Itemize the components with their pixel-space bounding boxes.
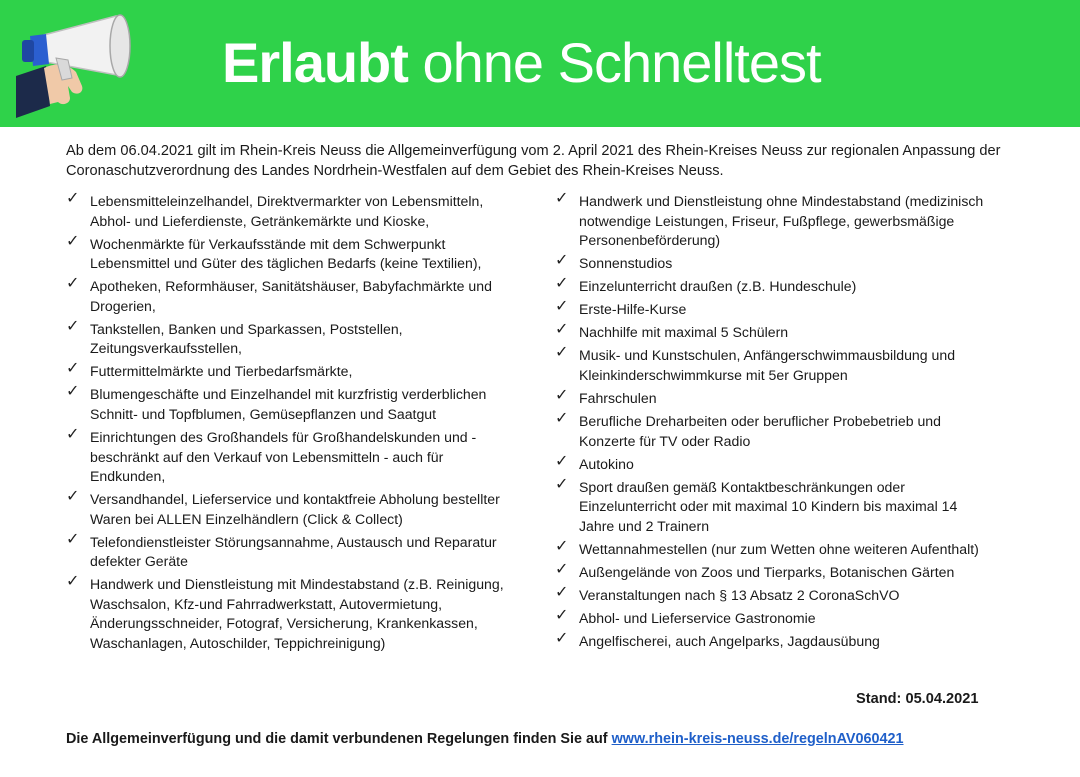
- right-item-list: [555, 188, 995, 655]
- list-item: [555, 559, 995, 583]
- list-item-text: Blumengeschäfte und Einzelhandel mit kurzfristig verderblichen Schnitt- und Topfblumen, Gemüsepflanzen und Saatgut: [90, 386, 487, 422]
- list-item: [555, 385, 995, 409]
- checkmark-icon: ✓: [555, 582, 569, 602]
- list-item: [66, 273, 516, 316]
- checkmark-icon: ✓: [555, 385, 569, 405]
- checkmark-icon: ✓: [555, 273, 569, 293]
- checkmark-icon: ✓: [555, 408, 569, 428]
- title-bold: Erlaubt: [222, 31, 408, 94]
- checkmark-icon: ✓: [66, 528, 80, 548]
- list-item: [555, 473, 995, 537]
- list-item-text: Handwerk und Dienstleistung ohne Mindestabstand (medizinisch notwendige Leistungen, Friseur, Fußpflege, gewerbsmäßige Personenbeförderung): [579, 193, 984, 248]
- checkmark-icon: ✓: [555, 535, 569, 555]
- list-item: [555, 342, 995, 385]
- checkmark-icon: ✓: [66, 424, 80, 444]
- list-item-text: Einzelunterricht draußen (z.B. Hundeschule): [579, 278, 857, 295]
- list-item-text: Einrichtungen des Großhandels für Großhandelskunden und - beschränkt auf den Verkauf von Lebensmitteln - auch für Endkunden,: [90, 429, 477, 485]
- list-item: [555, 605, 995, 629]
- list-item-text: Berufliche Dreharbeiten oder beruflicher Probebetrieb und Konzerte für TV oder Radio: [579, 413, 941, 449]
- list-item: [555, 628, 995, 652]
- list-item: [66, 358, 516, 382]
- list-item: [66, 571, 516, 653]
- list-item-text: Sport draußen gemäß Kontaktbeschränkungen oder Einzelunterricht oder mit maximal 10 Kindern bis maximal 14 Jahre und 2 Trainern: [579, 478, 958, 534]
- list-item-text: Sonnenstudios: [579, 255, 673, 272]
- list-item-text: Nachhilfe mit maximal 5 Schülern: [579, 324, 789, 341]
- title-rest: ohne Schnelltest: [422, 31, 821, 94]
- list-item-text: Lebensmitteleinzelhandel, Direktvermarkter von Lebensmitteln, Abhol- und Lieferdienste, Getränkemärkte und Kioske,: [90, 193, 484, 229]
- checkmark-icon: ✓: [555, 188, 569, 207]
- header-banner: [0, 0, 1080, 127]
- left-item-list: [66, 188, 516, 657]
- list-item-text: Wettannahmestellen (nur zum Wetten ohne weiteren Aufenthalt): [579, 540, 979, 557]
- page-title: [222, 30, 821, 96]
- list-item-text: Abhol- und Lieferservice Gastronomie: [579, 610, 816, 627]
- list-item: [66, 486, 516, 529]
- list-item-text: Veranstaltungen nach § 13 Absatz 2 CoronaSchVO: [579, 587, 900, 604]
- checkmark-icon: ✓: [66, 188, 80, 207]
- checkmark-icon: ✓: [555, 342, 569, 362]
- list-item: [555, 296, 995, 320]
- list-item: [555, 188, 995, 251]
- checkmark-icon: ✓: [555, 319, 569, 339]
- list-item: [555, 250, 995, 274]
- checkmark-icon: ✓: [555, 473, 569, 493]
- list-item: [555, 319, 995, 343]
- footer-note: [66, 731, 904, 747]
- list-item: [555, 582, 995, 606]
- list-item: [66, 230, 516, 274]
- list-item-text: Erste-Hilfe-Kurse: [579, 301, 687, 318]
- stand-date: Stand: 05.04.2021: [856, 691, 979, 707]
- checkmark-icon: ✓: [66, 381, 80, 401]
- list-item-text: Telefondienstleister Störungsannahme, Austausch und Reparatur defekter Geräte: [90, 533, 497, 570]
- checkmark-icon: ✓: [66, 358, 80, 378]
- list-item: [66, 188, 516, 231]
- list-item-text: Angelfischerei, auch Angelparks, Jagdausübung: [579, 633, 880, 650]
- checkmark-icon: ✓: [66, 273, 80, 293]
- footer-link[interactable]: www.rhein-kreis-neuss.de/regelnAV060421: [611, 731, 904, 747]
- list-item-text: Versandhandel, Lieferservice und kontaktfreie Abholung bestellter Waren bei ALLEN Einzelhändlern (Click & Collect): [90, 491, 500, 527]
- list-item: [66, 424, 516, 487]
- footer-text: Die Allgemeinverfügung und die damit verbundenen Regelungen finden Sie auf: [66, 731, 612, 747]
- list-item: [555, 273, 995, 297]
- checkmark-icon: ✓: [555, 605, 569, 625]
- list-item-text: Außengelände von Zoos und Tierparks, Botanischen Gärten: [579, 564, 955, 581]
- intro-text: Ab dem 06.04.2021 gilt im Rhein-Kreis Neuss die Allgemeinverfügung vom 2. April 2021 des Rhein-Kreises Neuss zur regionalen Anpassung der Coronaschutzverordnung des Landes Nordrhein-Westfalen auf dem Gebiet des Rhein-Kreises Neuss.: [66, 143, 1001, 179]
- list-item: [555, 408, 995, 451]
- checkmark-icon: ✓: [555, 296, 569, 316]
- list-item-text: Musik- und Kunstschulen, Anfängerschwimmausbildung und Kleinkinderschwimmkurse mit 5er Gruppen: [579, 347, 956, 383]
- list-item: [555, 450, 995, 475]
- list-item: [66, 528, 516, 572]
- list-item: [555, 535, 995, 560]
- list-item-text: Wochenmärkte für Verkaufsstände mit dem Schwerpunkt Lebensmittel und Güter des täglichen Bedarfs (keine Textilien),: [90, 235, 482, 272]
- megaphone-icon: [16, 6, 146, 118]
- list-item-text: Fahrschulen: [579, 390, 657, 407]
- checkmark-icon: ✓: [555, 559, 569, 579]
- checkmark-icon: ✓: [66, 230, 80, 250]
- checkmark-icon: ✓: [66, 315, 80, 335]
- checkmark-icon: ✓: [66, 571, 80, 591]
- list-item-text: Tankstellen, Banken und Sparkassen, Poststellen, Zeitungsverkaufsstellen,: [90, 320, 403, 357]
- checkmark-icon: ✓: [66, 486, 80, 506]
- list-item-text: Autokino: [579, 455, 634, 472]
- list-item-text: Apotheken, Reformhäuser, Sanitätshäuser, Babyfachmärkte und Drogerien,: [90, 278, 492, 314]
- checkmark-icon: ✓: [555, 450, 569, 470]
- checkmark-icon: ✓: [555, 250, 569, 270]
- list-item-text: Handwerk und Dienstleistung mit Mindestabstand (z.B. Reinigung, Waschsalon, Kfz-und Fahrradwerkstatt, Autovermietung, Änderungsschneider, Fotograf, Versicherung, Krankenkassen, Waschanlagen, Autoschilder, Teppichreinigung): [90, 576, 504, 651]
- list-item-text: Futtermittelmärkte und Tierbedarfsmärkte,: [90, 363, 353, 380]
- checkmark-icon: ✓: [555, 628, 569, 648]
- list-item: [66, 315, 516, 359]
- list-item: [66, 381, 516, 424]
